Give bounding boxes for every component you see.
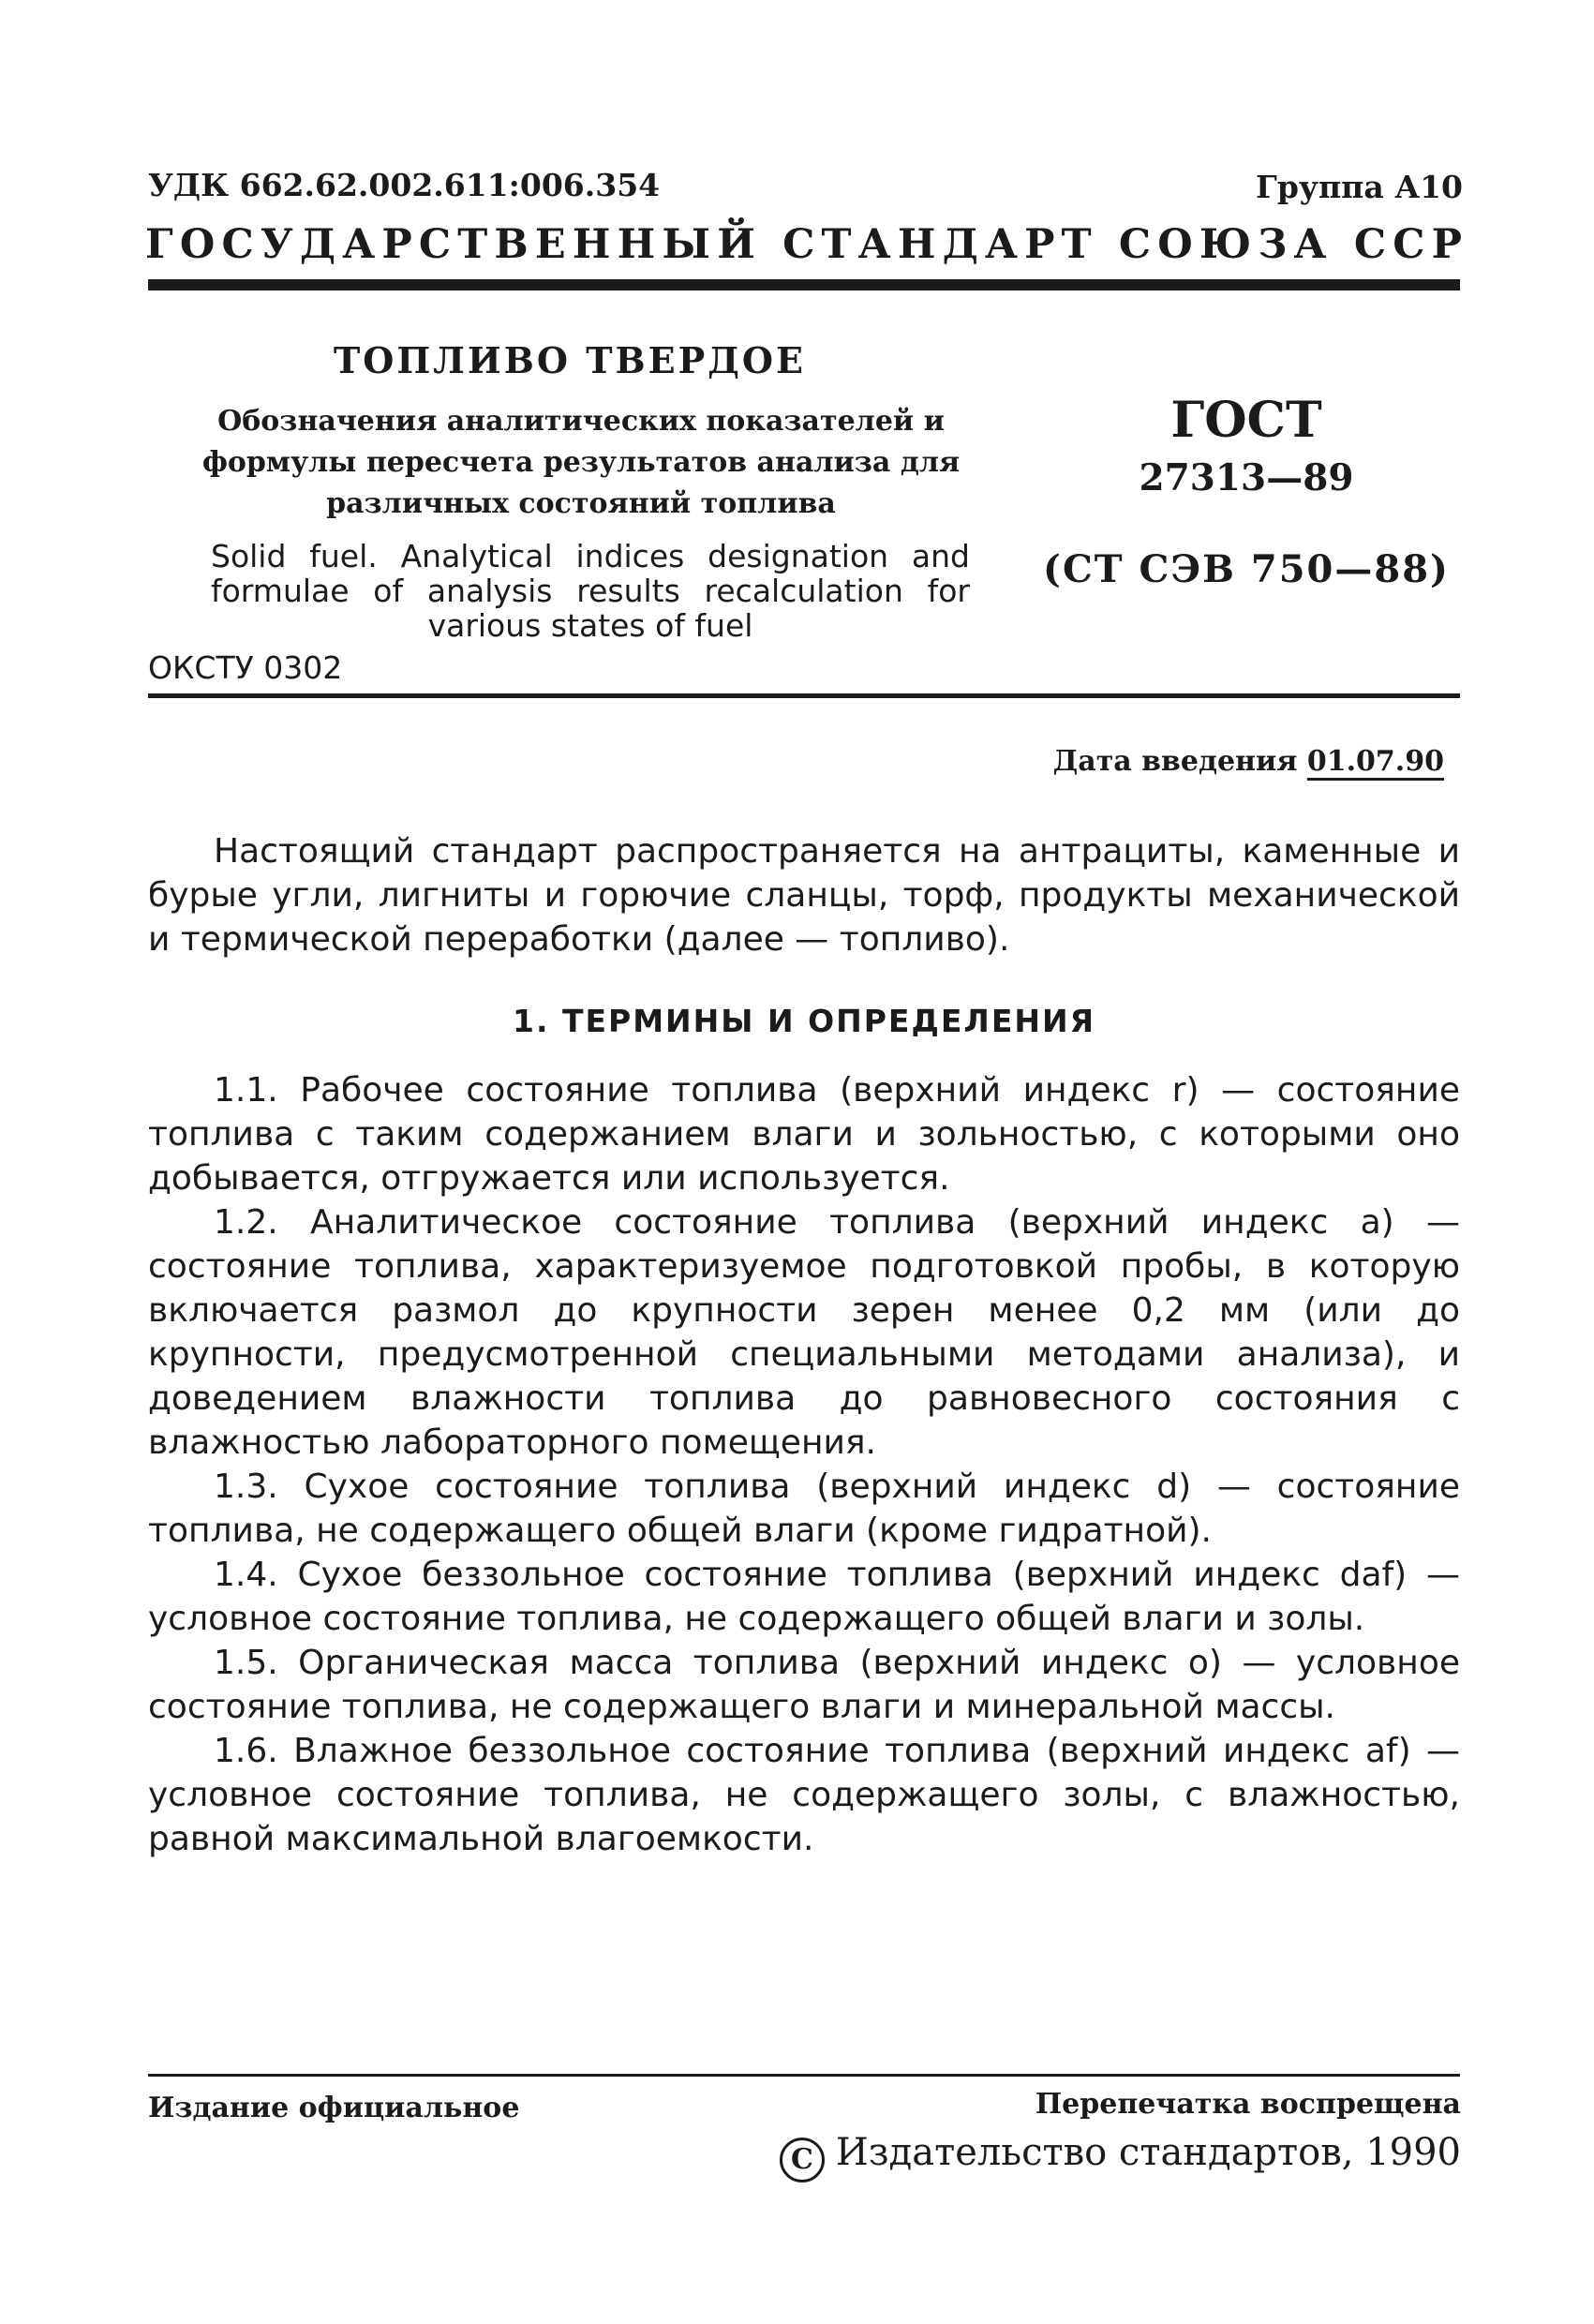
definition-item: 1.3. Сухое состояние топлива (верхний индекс d) — состояние топлива, не содержащего общей влаги (кроме гидратной). bbox=[148, 1467, 1460, 1550]
banner-letter: Н bbox=[572, 221, 611, 268]
banner-letter: Д bbox=[299, 221, 336, 268]
banner-letter: Ы bbox=[662, 221, 711, 268]
definitions-list bbox=[148, 1068, 1460, 1861]
intro-paragraph: Настоящий стандарт распространяется на антрациты, каменные и бурые угли, лигниты и горючие сланцы, торф, продукты механической и термической переработки (далее — топливо). bbox=[148, 832, 1460, 959]
banner-letter: З bbox=[1258, 221, 1288, 268]
date-label: Дата введения bbox=[1052, 745, 1307, 778]
gost-label: ГОСТ bbox=[1170, 392, 1322, 449]
banner-letter: А bbox=[857, 221, 891, 268]
banner-letter: Т bbox=[457, 221, 488, 268]
header-divider bbox=[148, 279, 1460, 290]
banner-letter: С bbox=[418, 221, 452, 268]
banner-letter: Р bbox=[381, 221, 412, 268]
date-value: 01.07.90 bbox=[1306, 745, 1444, 778]
banner-letter: С bbox=[1118, 221, 1152, 268]
banner-letter: Д bbox=[942, 221, 978, 268]
state-standard-banner bbox=[145, 221, 1462, 268]
banner-letter: Й bbox=[717, 221, 755, 268]
banner-letter: У bbox=[260, 221, 293, 268]
reprint-note: Перепечатка воспрещена bbox=[1035, 2088, 1461, 2121]
st-sev-number: (СТ СЭВ 750—88) bbox=[1043, 547, 1450, 591]
copyright-icon: C bbox=[780, 2138, 825, 2182]
banner-letter bbox=[1333, 221, 1348, 268]
banner-letter: Г bbox=[145, 221, 173, 268]
edition-note: Издание официальное bbox=[148, 2092, 520, 2124]
publisher-line bbox=[780, 2131, 1461, 2182]
banner-letter: Е bbox=[534, 221, 566, 268]
banner-letter: Н bbox=[617, 221, 656, 268]
banner-letter: С bbox=[1393, 221, 1425, 268]
section-title: 1. ТЕРМИНЫ И ОПРЕДЕЛЕНИЯ bbox=[512, 1003, 1096, 1039]
footer-divider bbox=[148, 2074, 1460, 2077]
document-title: ТОПЛИВО ТВЕРДОЕ bbox=[333, 339, 806, 381]
definition-item: 1.1. Рабочее состояние топлива (верхний индекс r) — состояние топлива с таким содержанием влаги и зольностью, с которыми оно добывается, отгружается или используется. bbox=[148, 1071, 1460, 1198]
title-divider bbox=[148, 693, 1460, 698]
banner-letter: О bbox=[1157, 221, 1193, 268]
introduction-date bbox=[1053, 745, 1444, 778]
banner-letter: Р bbox=[1024, 221, 1055, 268]
banner-letter: С bbox=[1353, 221, 1387, 268]
banner-letter: С bbox=[221, 221, 254, 268]
banner-letter: Т bbox=[821, 221, 852, 268]
banner-letter: Н bbox=[897, 221, 936, 268]
banner-letter: С bbox=[782, 221, 815, 268]
banner-letter: А bbox=[1293, 221, 1327, 268]
subtitle-russian: Обозначения аналитических показателей и формулы пересчета результатов анализа для различных состояний топлива bbox=[201, 405, 961, 520]
banner-letter: Т bbox=[1061, 221, 1092, 268]
publisher-name: Издательство стандартов, 1990 bbox=[835, 2131, 1461, 2174]
banner-letter bbox=[762, 221, 776, 268]
definition-item: 1.2. Аналитическое состояние топлива (верхний индекс a) — состояние топлива, характеризуемое подготовкой пробы, в которую включается размол до крупности зерен менее 0,2 мм (или до крупности, предусмотренной специальными методами анализа), и доведением влажности топлива до равновесного состояния с влажностью лабораторного помещения. bbox=[148, 1203, 1460, 1462]
banner-letter: Ю bbox=[1199, 221, 1252, 268]
banner-letter: Р bbox=[1431, 221, 1462, 268]
definition-item: 1.6. Влажное беззольное состояние топлива (верхний индекс af) — условное состояние топлива, не содержащего золы, с влажностью, равной максимальной влагоемкости. bbox=[148, 1732, 1460, 1858]
udk-code: УДК 662.62.002.611:006.354 bbox=[148, 167, 661, 203]
gost-number: 27313—89 bbox=[1139, 456, 1354, 499]
banner-letter: В bbox=[494, 221, 529, 268]
definition-item: 1.4. Сухое беззольное состояние топлива (верхний индекс daf) — условное состояние топлива, не содержащего общей влаги и золы. bbox=[148, 1556, 1460, 1638]
definition-item: 1.5. Органическая масса топлива (верхний индекс o) — условное состояние топлива, не содержащего влаги и минеральной массы. bbox=[148, 1644, 1460, 1726]
banner-letter: О bbox=[179, 221, 216, 268]
banner-letter bbox=[1098, 221, 1112, 268]
banner-letter: А bbox=[342, 221, 376, 268]
okstu-code: ОКСТУ 0302 bbox=[148, 649, 343, 686]
banner-letter: А bbox=[984, 221, 1018, 268]
group-code: Группа А10 bbox=[1256, 169, 1463, 205]
subtitle-english: Solid fuel. Analytical indices designation and formulae of analysis results recalculation for various states of fuel bbox=[211, 538, 970, 644]
